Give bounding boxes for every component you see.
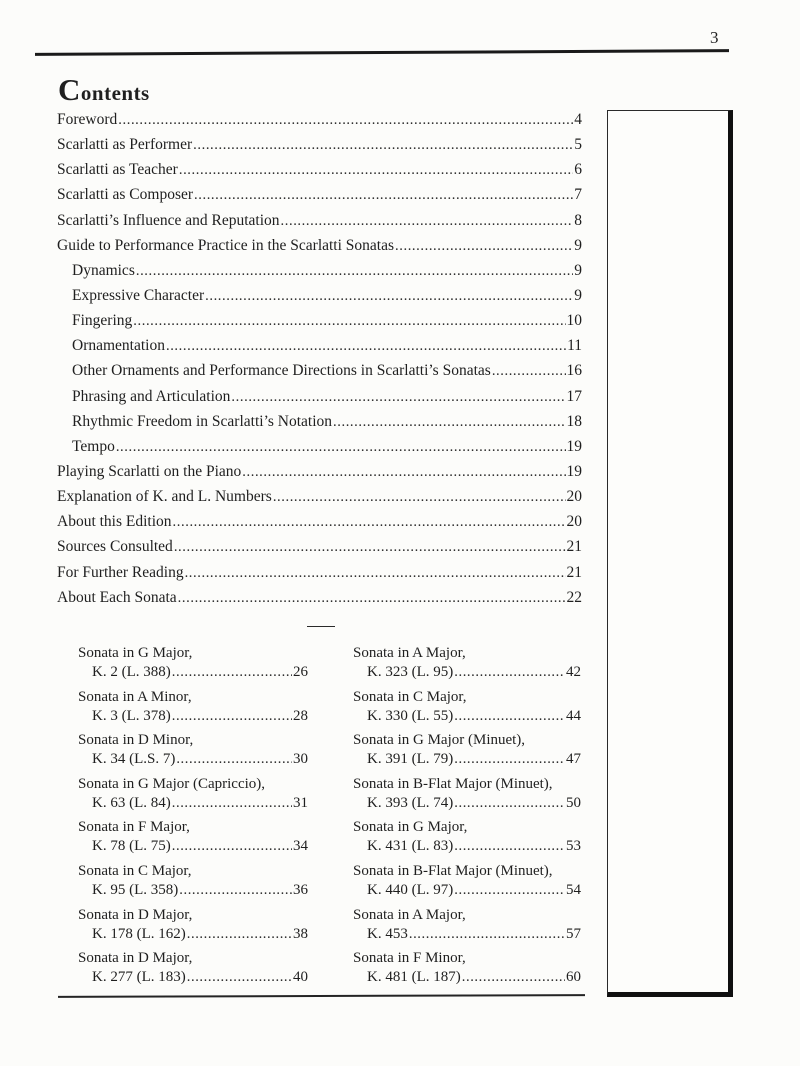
- dot-leader: [173, 513, 566, 531]
- sonata-entry: [78, 775, 308, 813]
- toc-entry-label: Sources Consulted: [57, 538, 173, 556]
- sonata-catalog: K. 63 (L. 84): [92, 794, 171, 811]
- dot-leader: [281, 212, 574, 230]
- sonata-page-number: 30: [293, 751, 308, 768]
- toc-row: [57, 287, 582, 312]
- sonata-page-number: 31: [293, 794, 308, 811]
- toc-page-number: 20: [566, 513, 582, 531]
- sonata-catalog: K. 95 (L. 358): [92, 881, 179, 898]
- toc-page-number: 9: [574, 236, 582, 254]
- sonata-page-number: 47: [566, 751, 581, 768]
- footer-rule: [58, 994, 585, 998]
- toc-entry-label: For Further Reading: [57, 563, 184, 581]
- toc-page-number: 10: [566, 312, 582, 330]
- toc-page-number: 11: [567, 337, 582, 355]
- dot-leader: [172, 663, 292, 682]
- toc-page-number: 8: [574, 211, 582, 229]
- dot-leader: [187, 968, 292, 987]
- dot-leader: [174, 538, 566, 556]
- sonata-title: Sonata in A Minor,: [78, 688, 192, 705]
- toc-page-number: 5: [574, 136, 582, 154]
- toc-entry-label: Rhythmic Freedom in Scarlatti’s Notation: [72, 412, 333, 430]
- toc-row: [57, 589, 582, 614]
- sonata-page-number: 54: [566, 881, 581, 898]
- sonata-list-right: [353, 644, 581, 993]
- toc-entry-label: Fingering: [72, 312, 133, 330]
- sonata-catalog: K. 34 (L.S. 7): [92, 751, 176, 768]
- dot-leader: [395, 237, 573, 255]
- page-number: 3: [710, 28, 719, 47]
- sonata-entry: [78, 731, 308, 769]
- toc-entry-label: Explanation of K. and L. Numbers: [57, 488, 272, 506]
- sonata-catalog: K. 440 (L. 97): [367, 881, 454, 898]
- dot-leader: [172, 794, 292, 813]
- toc-row: [57, 513, 582, 538]
- sonata-title: Sonata in D Minor,: [78, 732, 194, 749]
- dot-leader: [454, 707, 565, 726]
- sonata-entry: [353, 731, 581, 769]
- sonata-page-number: 40: [293, 969, 308, 986]
- sonata-catalog: K. 393 (L. 74): [367, 794, 454, 811]
- sonata-entry: [353, 775, 581, 813]
- toc-page-number: 4: [574, 111, 582, 128]
- sonata-title: Sonata in G Major (Minuet),: [353, 732, 526, 749]
- sonata-catalog: K. 481 (L. 187): [367, 969, 461, 986]
- toc-row: [57, 564, 582, 589]
- sonata-catalog: K. 178 (L. 162): [92, 925, 186, 942]
- sonata-page-number: 53: [566, 838, 581, 855]
- toc-entry-label: Expressive Character: [72, 286, 205, 304]
- sonata-catalog: K. 431 (L. 83): [367, 838, 454, 855]
- sonata-catalog: K. 323 (L. 95): [367, 664, 454, 680]
- sonata-page-number: 26: [293, 664, 308, 680]
- toc-entry-label: Playing Scarlatti on the Piano: [57, 462, 242, 480]
- sonata-entry: [353, 688, 581, 726]
- dot-leader: [172, 707, 292, 726]
- sonata-title: Sonata in A Major,: [353, 645, 466, 661]
- toc-row: [57, 136, 582, 161]
- dot-leader: [462, 968, 565, 987]
- section-divider: [307, 626, 335, 627]
- dot-leader: [178, 589, 566, 607]
- toc-page-number: 19: [566, 437, 582, 455]
- toc-entry-label: Dynamics: [72, 261, 135, 279]
- toc-entry-label: Guide to Performance Practice in the Scarlatti Sonatas: [57, 236, 395, 254]
- dot-leader: [205, 287, 573, 305]
- header-rule: [35, 49, 729, 56]
- toc-page-number: 17: [566, 387, 582, 405]
- toc-page-number: 7: [574, 186, 582, 204]
- sidebar-box: [607, 110, 733, 997]
- toc-row: [57, 237, 582, 262]
- sonata-page-number: 36: [293, 881, 308, 898]
- toc-page-number: 9: [574, 286, 582, 304]
- dot-leader: [273, 488, 566, 506]
- dot-leader: [172, 837, 292, 856]
- dot-leader: [136, 262, 573, 280]
- dot-leader: [179, 881, 292, 900]
- dot-leader: [454, 837, 565, 856]
- sonata-title: Sonata in D Major,: [78, 906, 193, 923]
- sonata-entry: [353, 818, 581, 856]
- dot-leader: [187, 925, 292, 944]
- toc-entry-label: About this Edition: [57, 513, 172, 531]
- dot-leader: [194, 186, 573, 204]
- dot-leader: [179, 161, 573, 179]
- sonata-title: Sonata in D Major,: [78, 950, 193, 967]
- sonata-catalog: K. 453: [367, 925, 408, 942]
- dot-leader: [409, 925, 565, 944]
- sonata-catalog: K. 78 (L. 75): [92, 838, 171, 855]
- toc-row: [57, 186, 582, 211]
- sonata-title: Sonata in B-Flat Major (Minuet),: [353, 862, 553, 879]
- toc-page-number: 21: [566, 538, 582, 556]
- sonata-entry: [353, 862, 581, 900]
- sonata-entry: [78, 644, 308, 682]
- dot-leader: [116, 438, 566, 456]
- sonata-entry: [78, 862, 308, 900]
- toc-row: [57, 488, 582, 513]
- sonata-title: Sonata in F Minor,: [353, 950, 466, 967]
- toc-entry-label: Scarlatti as Composer: [57, 186, 194, 204]
- sonata-entry: [353, 906, 581, 944]
- toc-entry-label: Phrasing and Articulation: [72, 387, 231, 405]
- toc-entry-label: Foreword: [57, 111, 118, 128]
- sonata-title: Sonata in C Major,: [353, 688, 467, 705]
- dot-leader: [454, 794, 565, 813]
- sonata-catalog: K. 3 (L. 378): [92, 707, 171, 724]
- sonata-page-number: 28: [293, 707, 308, 724]
- dot-leader: [193, 136, 573, 154]
- toc-row: [57, 212, 582, 237]
- sonata-catalog: K. 391 (L. 79): [367, 751, 454, 768]
- toc-page-number: 16: [566, 362, 582, 380]
- sonata-catalog: K. 2 (L. 388): [92, 664, 171, 680]
- toc-page-number: 9: [574, 261, 582, 279]
- toc-row: [57, 111, 582, 136]
- sonata-entry: [353, 949, 581, 987]
- dot-leader: [133, 312, 565, 330]
- toc-page-number: 6: [574, 161, 582, 179]
- dot-leader: [118, 111, 573, 129]
- sonata-entry: [78, 906, 308, 944]
- toc-list: [57, 111, 582, 614]
- sonata-entry: [78, 688, 308, 726]
- sonata-page-number: 38: [293, 925, 308, 942]
- dot-leader: [231, 388, 565, 406]
- toc-row: [57, 463, 582, 488]
- dot-leader: [166, 337, 566, 355]
- sonata-title: Sonata in F Major,: [78, 819, 190, 836]
- toc-row: [57, 388, 582, 413]
- toc-entry-label: Tempo: [72, 437, 115, 455]
- contents-heading: Contents: [58, 72, 150, 107]
- sonata-catalog: K. 330 (L. 55): [367, 707, 454, 724]
- sonata-catalog: K. 277 (L. 183): [92, 969, 186, 986]
- toc-entry-label: Scarlatti as Performer: [57, 136, 193, 154]
- dot-leader: [185, 564, 566, 582]
- toc-entry-label: Scarlatti’s Influence and Reputation: [57, 211, 280, 229]
- sonata-list-left: [78, 644, 308, 993]
- dot-leader: [454, 663, 565, 682]
- sonata-title: Sonata in G Major,: [353, 819, 468, 836]
- toc-entry-label: About Each Sonata: [57, 588, 177, 606]
- dot-leader: [333, 413, 565, 431]
- sonata-page-number: 44: [566, 707, 581, 724]
- sonata-title: Sonata in G Major,: [78, 645, 193, 661]
- toc-row: [57, 161, 582, 186]
- toc-row: [57, 538, 582, 563]
- dot-leader: [492, 362, 566, 380]
- toc-page-number: 22: [566, 588, 582, 606]
- dot-leader: [454, 881, 565, 900]
- toc-page-number: 21: [566, 563, 582, 581]
- toc-row: [57, 362, 582, 387]
- toc-page-number: 20: [566, 488, 582, 506]
- toc-page-number: 18: [566, 412, 582, 430]
- sonata-title: Sonata in G Major (Capriccio),: [78, 775, 266, 792]
- toc-row: [57, 413, 582, 438]
- dot-leader: [242, 463, 565, 481]
- toc-row: [57, 438, 582, 463]
- sonata-title: Sonata in C Major,: [78, 862, 192, 879]
- dot-leader: [176, 750, 292, 769]
- toc-entry-label: Ornamentation: [72, 337, 165, 355]
- sonata-title: Sonata in A Major,: [353, 906, 466, 923]
- sonata-title: Sonata in B-Flat Major (Minuet),: [353, 775, 553, 792]
- toc-row: [57, 262, 582, 287]
- toc-entry-label: Other Ornaments and Performance Directions in Scarlatti’s Sonatas: [72, 362, 491, 380]
- dot-leader: [454, 750, 565, 769]
- sonata-page-number: 57: [566, 925, 581, 942]
- toc-row: [57, 337, 582, 362]
- sonata-entry: [78, 818, 308, 856]
- sonata-entry: [353, 644, 581, 682]
- sonata-page-number: 60: [566, 969, 581, 986]
- sonata-page-number: 42: [566, 664, 581, 680]
- sonata-page-number: 34: [293, 838, 308, 855]
- sonata-entry: [78, 949, 308, 987]
- sonata-page-number: 50: [566, 794, 581, 811]
- toc-page-number: 19: [566, 462, 582, 480]
- toc-entry-label: Scarlatti as Teacher: [57, 161, 178, 179]
- toc-row: [57, 312, 582, 337]
